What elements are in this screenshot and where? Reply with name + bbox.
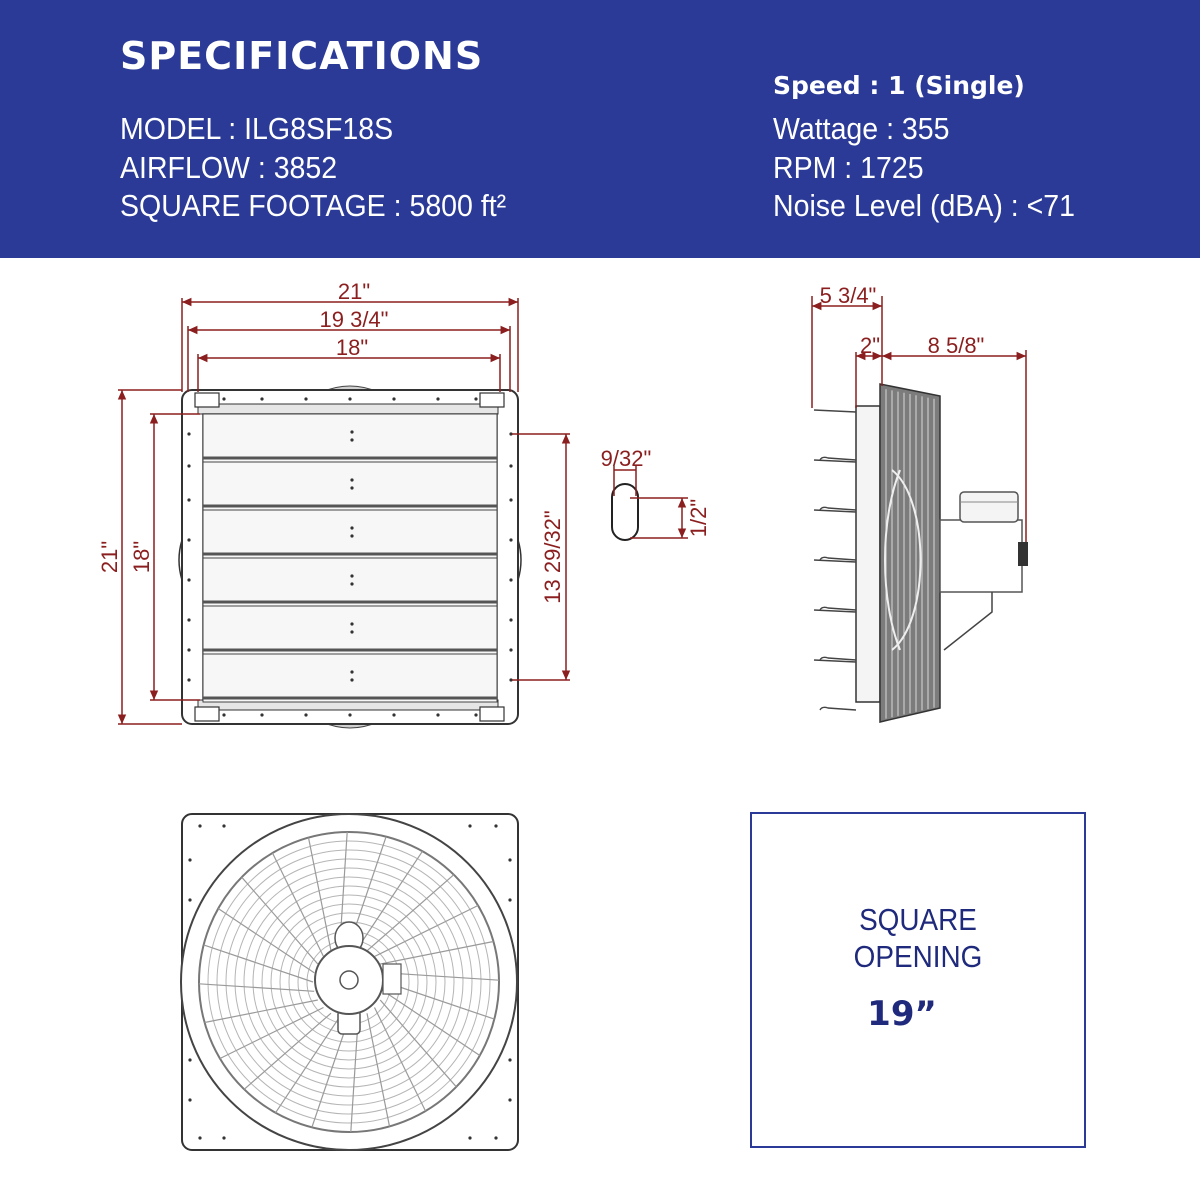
- mounting-hole: [187, 678, 190, 681]
- mounting-hole: [348, 713, 351, 716]
- louver-hook: [820, 507, 856, 510]
- mounting-hole: [188, 1058, 191, 1061]
- louver-pin: [350, 582, 353, 585]
- louver-hook: [820, 707, 856, 710]
- mounting-hole: [508, 858, 511, 861]
- louver-hook: [814, 610, 856, 612]
- dim-height-inner: 18": [129, 540, 154, 574]
- opening-label-line1: SQUARE: [859, 902, 977, 937]
- square-footage-spec: SQUARE FOOTAGE : 5800 ft²: [120, 188, 507, 223]
- mounting-hole: [222, 1136, 225, 1139]
- mounting-hole: [188, 898, 191, 901]
- opening-label-line2: OPENING: [853, 939, 983, 974]
- louver-pin: [350, 630, 353, 633]
- wattage-spec: Wattage : 355: [773, 111, 950, 146]
- mounting-hole: [304, 397, 307, 400]
- louver-pin: [350, 622, 353, 625]
- mounting-hole: [187, 618, 190, 621]
- rear-view-fan-guard: [181, 814, 518, 1150]
- louver-pin: [350, 430, 353, 433]
- mounting-hole: [509, 464, 512, 467]
- mounting-hole: [222, 824, 225, 827]
- slot-detail: [601, 446, 711, 540]
- dim-width-mid: 19 3/4": [319, 307, 389, 332]
- dim-height-overall: 21": [97, 540, 122, 574]
- specifications-banner: [0, 0, 1200, 258]
- mounting-hole: [474, 713, 477, 716]
- dim-width-inner: 18": [335, 335, 369, 360]
- dim-width-overall: 21": [337, 279, 371, 304]
- dim-slot-length: 1/2": [686, 498, 711, 538]
- louver-blade: [203, 558, 497, 606]
- mounting-hole: [509, 618, 512, 621]
- dim-hole-spacing: 13 29/32": [540, 510, 565, 604]
- mounting-hole: [508, 898, 511, 901]
- louver-hook: [820, 657, 856, 660]
- dim-depth-frame: 2": [859, 333, 881, 358]
- louver-pin: [350, 526, 353, 529]
- airflow-spec: AIRFLOW : 3852: [120, 149, 338, 185]
- speed-spec: Speed : 1 (Single): [773, 71, 1025, 100]
- mounting-hole: [198, 1136, 201, 1139]
- mounting-hole: [188, 858, 191, 861]
- mounting-hole: [436, 397, 439, 400]
- noise-spec: Noise Level (dBA) : <71: [773, 188, 1076, 223]
- mounting-hole: [508, 1058, 511, 1061]
- mounting-hole: [468, 824, 471, 827]
- opening-size: 19”: [867, 994, 937, 1034]
- mounting-hole: [260, 713, 263, 716]
- specs-right-column: [773, 66, 1101, 226]
- rpm-spec: RPM : 1725: [773, 149, 924, 185]
- mounting-hole: [494, 824, 497, 827]
- mounting-hole: [222, 397, 225, 400]
- mounting-hole: [304, 713, 307, 716]
- dim-depth-motor: 8 5/8": [927, 333, 985, 358]
- mounting-hole: [509, 498, 512, 501]
- mounting-hole: [187, 648, 190, 651]
- mounting-hole: [187, 498, 190, 501]
- louver-pin: [350, 678, 353, 681]
- louver-hook: [820, 607, 856, 610]
- square-opening-box: [750, 812, 1086, 1148]
- mounting-hole: [494, 1136, 497, 1139]
- dim-depth-total: 5 3/4": [819, 283, 877, 308]
- mounting-hole: [222, 713, 225, 716]
- mounting-hole: [187, 578, 190, 581]
- dim-slot-width: 9/32": [600, 446, 652, 471]
- louver-blade: [203, 606, 497, 654]
- louver-blade: [203, 510, 497, 558]
- mounting-hole: [348, 397, 351, 400]
- mounting-hole: [198, 824, 201, 827]
- louver-pin: [350, 486, 353, 489]
- mounting-hole: [260, 397, 263, 400]
- mounting-hole: [508, 1098, 511, 1101]
- louver-hook: [814, 510, 856, 512]
- mounting-hole: [509, 578, 512, 581]
- mounting-hole: [436, 713, 439, 716]
- louver-blades: [203, 414, 497, 702]
- louver-blade: [203, 654, 497, 702]
- louver-hook: [820, 557, 856, 560]
- louver-pin: [350, 438, 353, 441]
- specs-left-column: [120, 110, 540, 226]
- louver-hook: [814, 410, 856, 412]
- louver-pin: [350, 478, 353, 481]
- mounting-hole: [509, 648, 512, 651]
- front-view-shutter: [179, 386, 521, 728]
- louver-blade: [203, 414, 497, 462]
- mounting-hole: [392, 713, 395, 716]
- louver-pin: [350, 574, 353, 577]
- mounting-hole: [187, 432, 190, 435]
- mounting-hole: [468, 1136, 471, 1139]
- louver-hook: [814, 660, 856, 662]
- mounting-hole: [188, 1098, 191, 1101]
- mounting-hole: [392, 397, 395, 400]
- specifications-title: SPECIFICATIONS: [120, 34, 484, 78]
- louver-blade: [203, 462, 497, 510]
- louver-pin: [350, 534, 353, 537]
- mounting-hole: [187, 538, 190, 541]
- mounting-hole: [474, 397, 477, 400]
- louver-hook: [814, 560, 856, 562]
- louver-hook: [814, 460, 856, 462]
- side-view: [814, 384, 1028, 722]
- model-spec: MODEL : ILG8SF18S: [120, 111, 394, 146]
- mounting-hole: [187, 464, 190, 467]
- louver-hook: [820, 457, 856, 460]
- louver-pin: [350, 670, 353, 673]
- mounting-hole: [509, 538, 512, 541]
